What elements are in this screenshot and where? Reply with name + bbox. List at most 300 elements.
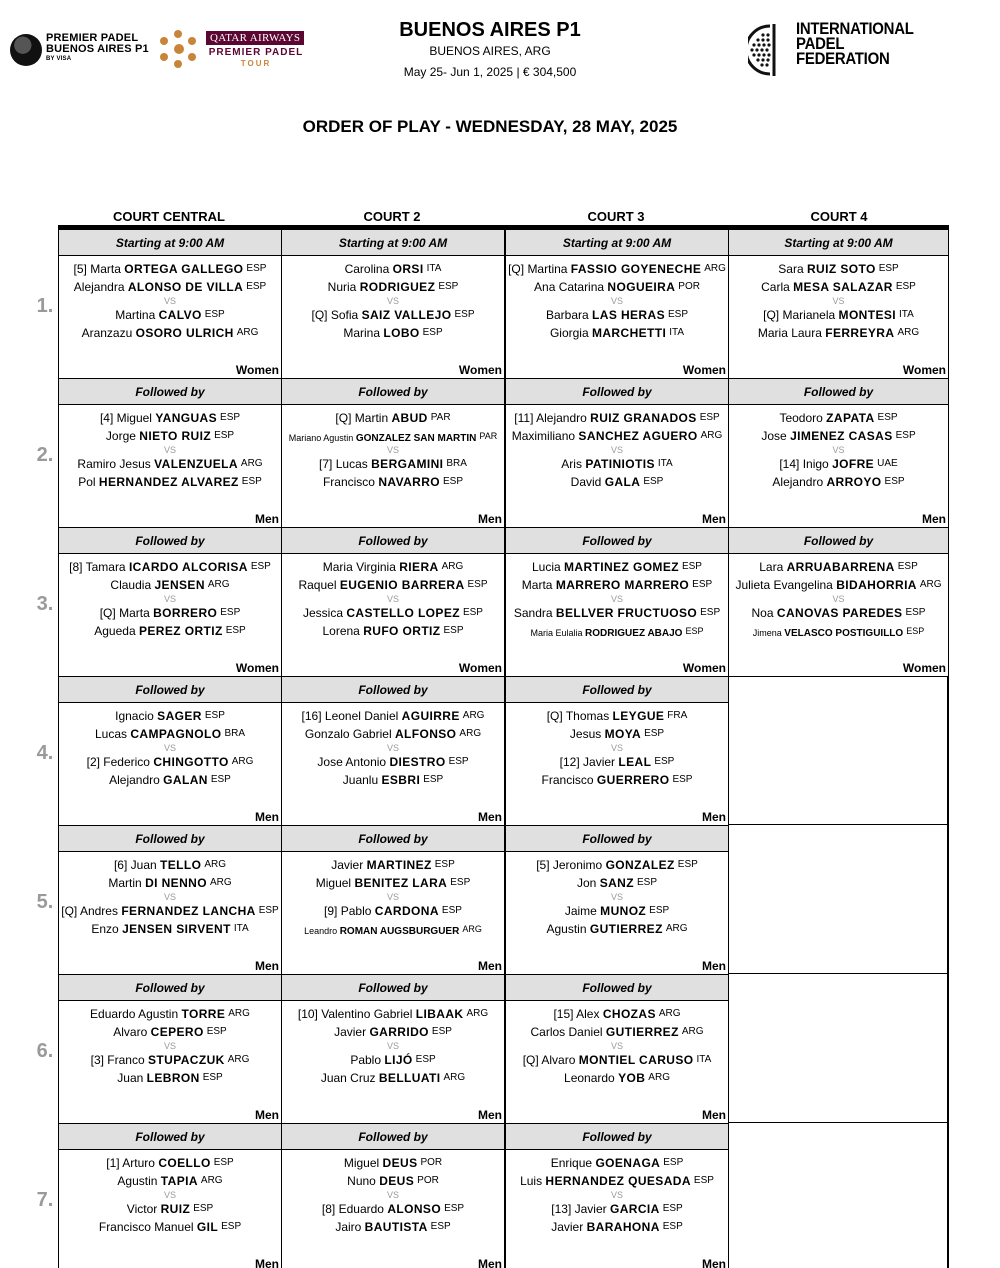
player-nationality: ESP [241,476,262,487]
player-line [282,326,504,340]
player-nationality: BRA [446,458,467,469]
player-seed: [14] [779,457,800,471]
player-last-name: JENSEN [154,578,205,592]
match-body [282,554,504,676]
player-nationality: ESP [441,905,462,916]
player-last-name: DEUS [382,1156,418,1170]
match-cell[interactable] [281,676,505,826]
player-nationality: ESP [246,281,267,292]
player-first-name: Marta [90,262,121,276]
player-nationality: ESP [895,430,916,441]
player-first-name: Aranzazu [81,326,133,340]
player-line [59,280,281,294]
player-last-name: GUTIERREZ [589,922,663,936]
qatar-flower-icon [160,30,198,68]
player-last-name: GONZALEZ [605,858,675,872]
versus-label: VS [386,892,399,902]
player-seed: [9] [324,904,338,918]
match-body [729,405,948,527]
player-first-name: Jesus [569,727,602,741]
player-nationality: ARG [204,859,227,870]
match-start-label: Starting at 9:00 AM [729,230,948,256]
match-cell[interactable] [58,974,282,1124]
empty-court-slot [728,1123,949,1268]
player-last-name: ARRUABARRENA [786,560,895,574]
player-line [282,1007,504,1021]
player-line [506,1202,728,1216]
player-nationality: ESP [454,309,475,320]
player-first-name: Alejandro [772,475,824,489]
player-last-name: RUIZ [160,1202,191,1216]
match-start-label: Followed by [506,528,728,554]
player-nationality: ESP [681,561,702,572]
player-nationality: ARG [462,924,482,934]
premier-padel-logo [10,32,150,68]
player-last-name: OSORO ULRICH [135,326,234,340]
player-nationality: ARG [231,756,254,767]
player-line [506,578,728,592]
player-line [506,262,728,276]
player-nationality: ESP [193,1203,214,1214]
international-padel-federation-logo [748,19,914,82]
player-line [282,1156,504,1170]
player-last-name: MONTIEL CARUSO [578,1053,694,1067]
player-nationality: ARG [240,458,263,469]
player-line [729,606,948,620]
match-cell[interactable] [281,527,505,677]
player-first-name: Marta [521,578,553,592]
match-cell[interactable] [728,378,949,528]
player-line [506,1007,728,1021]
player-last-name: HERNANDEZ QUESADA [545,1174,691,1188]
player-nationality: ARG [466,1008,489,1019]
player-nationality: ESP [877,412,898,423]
player-line [729,262,948,276]
player-line [506,1053,728,1067]
player-first-name: Marta [119,606,150,620]
player-last-name: GOENAGA [595,1156,661,1170]
player-first-name: Julieta Evangelina [735,578,833,592]
player-nationality: ESP [884,476,905,487]
player-last-name: ESBRI [381,773,421,787]
match-body [59,852,281,974]
ipf-logo-line1: INTERNATIONAL [796,19,914,38]
player-nationality: ARG [443,1072,466,1083]
player-first-name: Enzo [91,922,119,936]
player-first-name: Javier [551,1220,584,1234]
player-nationality: ESP [258,905,279,916]
player-first-name: Javier [331,858,364,872]
player-last-name: MARCHETTI [591,326,667,340]
player-last-name: ALFONSO [394,727,457,741]
player-first-name: Enrique [550,1156,593,1170]
player-nationality: ARG [459,728,482,739]
player-last-name: AGUIRRE [401,709,460,723]
match-category: Men [702,810,726,824]
player-line [506,411,728,425]
player-last-name: CASTELLO LOPEZ [346,606,460,620]
player-first-name: Juanlu [342,773,379,787]
match-cell[interactable] [728,229,949,379]
match-category: Men [255,959,279,973]
player-last-name: PEREZ ORTIZ [138,624,223,638]
player-line [729,326,948,340]
order-of-play-title: ORDER OF PLAY - WEDNESDAY, 28 MAY, 2025 [302,117,678,136]
player-seed: [8] [321,1202,336,1216]
player-first-name: Martin [108,876,142,890]
player-last-name: RUIZ GRANADOS [590,411,697,425]
player-nationality: ESP [246,263,267,274]
match-cell[interactable] [281,378,505,528]
player-first-name: Miguel [343,1156,380,1170]
player-nationality: ARG [227,1054,250,1065]
player-seed: [16] [301,709,322,723]
player-last-name: HERNANDEZ ALVAREZ [98,475,239,489]
player-line [506,606,728,620]
player-last-name: BERGAMINI [371,457,444,471]
player-last-name: VELASCO POSTIGUILLO [784,628,904,639]
player-nationality: ESP [443,625,464,636]
player-nationality: ESP [434,859,455,870]
player-last-name: GUTIERREZ [605,1025,679,1039]
player-line [59,1156,281,1170]
match-body [506,703,728,825]
match-start-label: Followed by [506,677,728,703]
player-line [282,560,504,574]
player-line [59,578,281,592]
player-line [729,560,948,574]
player-nationality: ESP [444,1203,465,1214]
player-first-name: Alejandro [109,773,160,787]
player-seed: [2] [86,755,100,769]
player-first-name: Lorena [322,624,360,638]
match-category: Men [255,1257,279,1268]
player-line [506,624,728,641]
match-category: Men [255,810,279,824]
player-nationality: ARG [228,1008,250,1019]
player-nationality: ARG [207,579,230,590]
row-number: 6. [36,1040,54,1062]
match-start-label: Followed by [506,1124,728,1150]
player-last-name: GARRIDO [369,1025,429,1039]
player-last-name: BENITEZ LARA [354,876,448,890]
player-nationality: ESP [644,728,665,739]
player-seed: [8] [69,560,83,574]
player-last-name: CALVO [158,308,202,322]
player-first-name: Martina [527,262,568,276]
player-first-name: Agustin [117,1174,158,1188]
player-first-name: Lucas [335,457,368,471]
player-last-name: LEAL [618,755,652,769]
match-cell[interactable] [505,527,729,677]
versus-label: VS [610,892,623,902]
player-nationality: ESP [423,774,444,785]
player-nationality: ESP [204,710,225,721]
player-last-name: ALONSO DE VILLA [127,280,244,294]
player-nationality: ITA [233,923,249,934]
player-line [506,457,728,471]
versus-label: VS [832,594,845,604]
match-cell[interactable] [58,1123,282,1268]
player-first-name: Nuria [327,280,357,294]
player-nationality: ESP [636,877,657,888]
versus-label: VS [610,1190,623,1200]
empty-court-slot [728,825,949,974]
match-cell[interactable] [505,229,729,379]
match-cell[interactable] [505,378,729,528]
player-last-name: LOBO [383,326,420,340]
qatar-logo-line1: PREMIER PADEL [208,47,304,58]
match-category: Men [702,1257,726,1268]
match-category: Men [478,959,502,973]
match-category: Women [902,363,946,377]
player-nationality: ESP [895,281,916,292]
match-category: Women [458,661,502,675]
player-first-name: Francisco [322,475,375,489]
row-number: 1. [36,295,54,317]
player-nationality: ARG [704,263,726,274]
player-last-name: VALENZUELA [154,457,238,471]
player-nationality: POR [420,1157,443,1168]
player-first-name: Juan [117,1071,144,1085]
match-start-label: Starting at 9:00 AM [282,230,504,256]
versus-label: VS [163,594,176,604]
player-last-name: SANCHEZ AGUERO [578,429,698,443]
player-line [506,429,728,443]
versus-label: VS [163,743,176,753]
player-nationality: ESP [220,607,241,618]
player-line [59,709,281,723]
player-line [59,876,281,890]
player-line [729,578,948,592]
player-last-name: MARRERO MARRERO [555,578,690,592]
match-category: Men [478,512,502,526]
player-nationality: ARG [919,579,942,590]
match-start-label: Followed by [59,677,281,703]
player-first-name: Pablo [340,904,372,918]
player-last-name: ALONSO [387,1202,442,1216]
player-first-name: Raquel [298,578,337,592]
row-number: 3. [36,593,54,615]
match-cell[interactable] [728,527,949,677]
padel-ball-icon [10,34,42,66]
player-first-name: Sofia [330,308,359,322]
pp-logo-line2: BUENOS AIRES P1 [46,43,149,55]
match-body [282,703,504,825]
versus-label: VS [386,1041,399,1051]
match-cell[interactable] [505,1123,729,1268]
match-body [506,256,728,378]
player-line [59,755,281,769]
player-first-name: Carlos Daniel [530,1025,603,1039]
player-nationality: FRA [667,710,688,721]
player-first-name: Sara [778,262,804,276]
player-nationality: ESP [662,1203,683,1214]
match-cell[interactable] [505,825,729,975]
match-start-label: Followed by [729,379,948,405]
match-cell[interactable] [58,527,282,677]
player-nationality: ESP [443,476,464,487]
player-nationality: ARG [897,327,920,338]
player-first-name: Javier [334,1025,367,1039]
qatar-airways-premier-padel-logo [160,28,312,72]
player-last-name: MARTINEZ [366,858,432,872]
player-last-name: BORRERO [153,606,218,620]
player-last-name: FERNANDEZ LANCHA [121,904,256,918]
player-line [506,308,728,322]
player-last-name: BIDAHORRIA [836,578,917,592]
player-first-name: Agustin [546,922,587,936]
player-nationality: ESP [677,859,698,870]
match-category: Men [922,512,946,526]
player-first-name: Pablo [350,1053,382,1067]
player-first-name: Miguel [116,411,152,425]
player-first-name: Valentino Gabriel [321,1007,413,1021]
match-cell[interactable] [281,974,505,1124]
player-last-name: LEBRON [146,1071,200,1085]
player-last-name: SAIZ VALLEJO [361,308,452,322]
pp-logo-line3: BY VISA [46,56,72,62]
player-nationality: ESP [250,561,271,572]
player-nationality: ESP [438,281,459,292]
player-line [282,1025,504,1039]
match-body [59,1150,281,1268]
player-line [59,1220,281,1234]
player-first-name: Teodoro [779,411,823,425]
player-line [282,773,504,787]
player-line [729,475,948,489]
player-nationality: ESP [693,1175,714,1186]
player-nationality: ESP [462,607,483,618]
player-first-name: Sandra [513,606,553,620]
match-start-label: Followed by [59,826,281,852]
match-body [282,1150,504,1268]
match-body [282,405,504,527]
match-cell[interactable] [58,229,282,379]
match-cell[interactable] [505,974,729,1124]
player-first-name: Carolina [344,262,390,276]
player-nationality: ESP [654,756,675,767]
player-first-name: Maria Laura [757,326,822,340]
player-nationality: ESP [431,1026,452,1037]
player-line [59,858,281,872]
player-last-name: RUFO ORTIZ [363,624,441,638]
match-body [506,1001,728,1123]
court-header-central: COURT CENTRAL [113,209,225,224]
match-category: Women [458,363,502,377]
player-nationality: ESP [897,561,918,572]
player-last-name: MARTINEZ GOMEZ [564,560,679,574]
match-cell[interactable] [281,229,505,379]
match-start-label: Followed by [282,1124,504,1150]
match-start-label: Followed by [506,975,728,1001]
player-first-name: Arturo [122,1156,155,1170]
player-first-name: Eduardo Agustin [90,1007,179,1021]
player-first-name: Andres [79,904,118,918]
player-last-name: BELLUATI [378,1071,441,1085]
match-cell[interactable] [58,676,282,826]
player-last-name: ICARDO ALCORISA [128,560,248,574]
match-cell[interactable] [58,825,282,975]
player-first-name: Leandro [304,926,338,936]
player-first-name: Tamara [85,560,126,574]
player-line [59,1174,281,1188]
player-last-name: LEYGUE [612,709,665,723]
player-nationality: ARG [441,561,464,572]
player-seed: [Q] [335,411,352,425]
player-seed: [6] [113,858,128,872]
player-line [59,1025,281,1039]
player-nationality: ESP [450,877,471,888]
match-body [729,554,948,676]
player-first-name: Carla [761,280,790,294]
player-line [506,904,728,918]
player-nationality: ESP [672,774,693,785]
player-first-name: Inigo [802,457,829,471]
player-last-name: BAUTISTA [364,1220,428,1234]
versus-label: VS [163,445,176,455]
player-first-name: Eduardo [338,1202,384,1216]
match-cell[interactable] [505,676,729,826]
match-body [506,554,728,676]
match-cell[interactable] [281,1123,505,1268]
player-line [729,280,948,294]
player-nationality: ESP [202,1072,223,1083]
player-nationality: PAR [430,412,451,423]
pp-logo-line1: PREMIER PADEL [46,32,139,44]
versus-label: VS [163,296,176,306]
player-line [282,262,504,276]
player-first-name: Maria Virginia [322,560,396,574]
player-first-name: Marianela [782,308,836,322]
player-first-name: Juan Cruz [320,1071,376,1085]
player-last-name: FERREYRA [825,326,895,340]
match-cell[interactable] [281,825,505,975]
player-line [506,727,728,741]
match-cell[interactable] [58,378,282,528]
player-first-name: Agueda [94,624,136,638]
versus-label: VS [610,296,623,306]
player-line [506,326,728,340]
player-line [282,727,504,741]
player-line [59,606,281,620]
player-last-name: NIETO RUIZ [139,429,212,443]
player-last-name: YANGUAS [155,411,218,425]
player-first-name: Javier [583,755,616,769]
player-nationality: ARG [200,1175,223,1186]
player-first-name: Lucia [532,560,561,574]
player-line [59,560,281,574]
player-nationality: ITA [669,327,685,338]
player-first-name: Alex [576,1007,600,1021]
player-nationality: ESP [430,1221,451,1232]
player-last-name: NOGUEIRA [607,280,676,294]
player-last-name: JENSEN SIRVENT [122,922,231,936]
player-nationality: PAR [479,431,498,441]
player-line [59,457,281,471]
player-first-name: Nuno [347,1174,376,1188]
player-last-name: SAGER [157,709,202,723]
player-seed: [3] [90,1053,104,1067]
player-nationality: ITA [899,309,914,320]
versus-label: VS [163,892,176,902]
row-number: 5. [36,891,54,913]
player-line [506,1025,728,1039]
player-line [506,876,728,890]
player-line [59,262,281,276]
player-first-name: Giorgia [549,326,589,340]
player-last-name: ZAPATA [826,411,875,425]
